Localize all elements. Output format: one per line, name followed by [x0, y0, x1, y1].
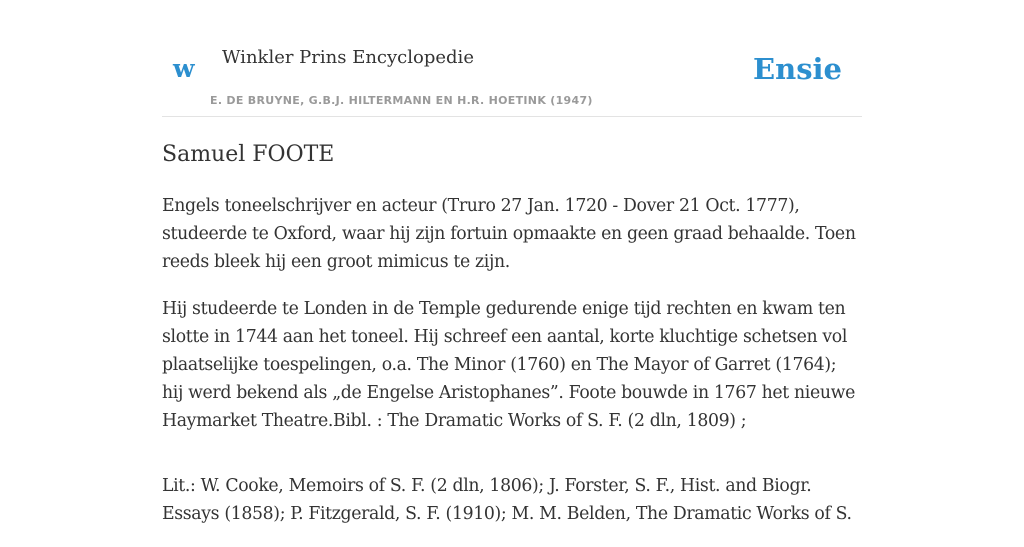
- entry-title: Samuel FOOTE: [162, 142, 335, 167]
- authors-line: E. DE BRUYNE, G.B.J. HILTERMANN EN H.R. HOETINK (1947): [210, 94, 593, 107]
- paragraph-literature: Lit.: W. Cooke, Memoirs of S. F. (2 dln, 1806); J. Forster, S. F., Hist. and Biogr. Essays (1858); P. Fitzgerald, S. F. (1910); M. M. Belden, The Dramatic Works of S.: [162, 476, 852, 524]
- paragraph-career: Hij studeerde te Londen in de Temple gedurende enige tijd rechten en kwam ten slotte in 1744 aan het toneel. Hij schreef een aantal, korte kluchtige schetsen vol plaatselijke toespelingen, o.a. The Minor (1760) en The Mayor of Garret (1764); hij werd bekend als „de Engelse Aristophanes”. Foote bouwde in 1767 het nieuwe Haymarket Theatre.Bibl. : The Dramatic Works of S. F. (2 dln, 1809) ;: [162, 299, 855, 431]
- site-header: [162, 0, 862, 117]
- ensie-brand-logo[interactable]: Ensie: [753, 52, 842, 86]
- entry-body: [162, 192, 862, 547]
- site-title-link[interactable]: Winkler Prins Encyclopedie: [222, 47, 474, 68]
- logo-w-icon[interactable]: w: [173, 54, 195, 83]
- page: [162, 0, 862, 524]
- paragraph-intro: Engels toneelschrijver en acteur (Truro 27 Jan. 1720 - Dover 21 Oct. 1777), studeerde te Oxford, waar hij zijn fortuin opmaakte en geen graad behaalde. Toen reeds bleek hij een groot mimicus te zijn.: [162, 196, 856, 272]
